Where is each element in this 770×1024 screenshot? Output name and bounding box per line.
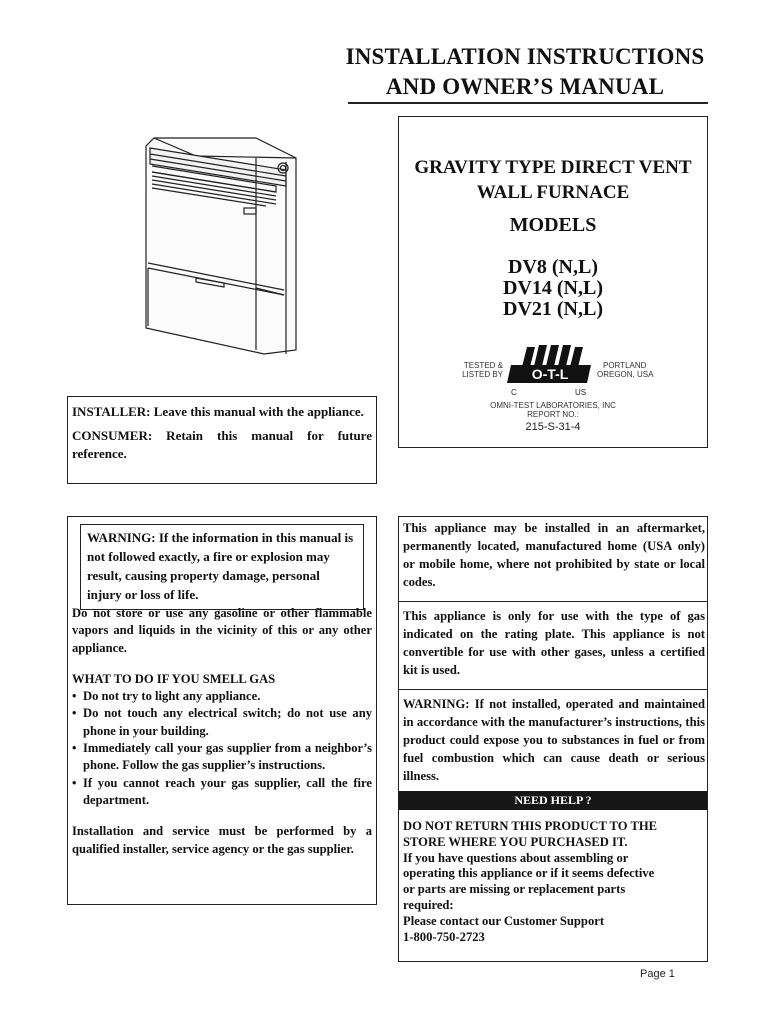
installer-notice-box bbox=[67, 396, 377, 484]
help-line: operating this appliance or if it seems defective bbox=[403, 866, 655, 881]
smell-gas-step: • If you cannot reach your gas supplier, call the fire department. bbox=[72, 775, 372, 810]
model-dv14: DV14 (N,L) bbox=[503, 277, 603, 299]
title-line-2: AND OWNER’S MANUAL bbox=[385, 74, 665, 99]
smell-gas-heading: WHAT TO DO IF YOU SMELL GAS bbox=[72, 671, 276, 686]
help-line: required: bbox=[403, 897, 454, 912]
page-number: Page 1 bbox=[640, 968, 675, 980]
help-line: If you have questions about assembling or bbox=[403, 850, 629, 865]
consumer-notice: CONSUMER: Retain this manual for future reference. bbox=[72, 428, 372, 461]
manufactured-home-note: This appliance may be installed in an aftermarket, permanently located, manufactured home (USA only) or mobile home, where not prohibited by state or local codes. bbox=[403, 521, 705, 589]
report-label: REPORT NO.: bbox=[527, 410, 579, 419]
model-dv8: DV8 (N,L) bbox=[508, 256, 598, 278]
gas-type-note: This appliance is only for use with the type of gas indicated on the rating plate. This appliance is not convertible for use with other gases, unless a certified kit is used. bbox=[403, 609, 705, 677]
fire-explosion-warning: WARNING: If the information in this manual is not followed exactly, a fire or explosion may result, causing property damage, personal injury or loss of life. bbox=[80, 524, 364, 610]
otl-logo-text: O-T-L bbox=[531, 366, 569, 382]
note-divider bbox=[399, 601, 707, 602]
gas-type-section bbox=[403, 607, 705, 679]
installer-notice: INSTALLER: Leave this manual with the appliance. bbox=[72, 404, 364, 419]
do-not-return-line-1: DO NOT RETURN THIS PRODUCT TO THE bbox=[403, 819, 658, 833]
appliance-notes bbox=[403, 517, 705, 591]
product-type-line-2: WALL FURNACE bbox=[476, 182, 630, 203]
title-divider bbox=[348, 102, 708, 104]
note-divider bbox=[399, 689, 707, 690]
location-state: OREGON, USA bbox=[597, 370, 654, 379]
product-info-box bbox=[398, 116, 708, 448]
models-label: MODELS bbox=[509, 214, 597, 236]
help-line: Please contact our Customer Support bbox=[403, 913, 605, 928]
smell-gas-steps bbox=[72, 688, 372, 809]
safety-body bbox=[72, 605, 372, 858]
product-type bbox=[399, 155, 707, 205]
exposure-warning: WARNING: If not installed, operated and maintained in accordance with the manufacturer’s instructions, this product could expose you to substances in fuel or from fuel combustion which can cause death or serious illness. bbox=[403, 697, 705, 783]
customer-support-info bbox=[403, 819, 703, 945]
otl-us-mark: US bbox=[575, 388, 587, 397]
smell-gas-step: • Do not try to light any appliance. bbox=[72, 688, 372, 705]
product-type-line-1: GRAVITY TYPE DIRECT VENT bbox=[414, 157, 692, 178]
report-number: 215-S-31-4 bbox=[525, 421, 581, 433]
help-line: or parts are missing or replacement parts bbox=[403, 882, 626, 897]
smell-gas-step: • Immediately call your gas supplier from a neighbor’s phone. Follow the gas supplier’s instructions. bbox=[72, 740, 372, 775]
safety-warning-box bbox=[67, 516, 377, 905]
lab-location bbox=[597, 361, 661, 379]
location-city: PORTLAND bbox=[603, 361, 647, 370]
installation-service-notice: Installation and service must be performed by a qualified installer, service agency or the gas supplier. bbox=[72, 824, 372, 856]
otl-certification bbox=[457, 343, 657, 399]
do-not-return-line-2: STORE WHERE YOU PURCHASED IT. bbox=[403, 834, 628, 849]
listed-by-text: LISTED BY bbox=[462, 370, 503, 379]
tested-listed-label bbox=[459, 361, 503, 379]
lab-report-label bbox=[399, 401, 707, 419]
wall-furnace-illustration bbox=[136, 128, 306, 358]
appliance-notes-box bbox=[398, 516, 708, 962]
manual-title bbox=[340, 42, 710, 102]
tested-text: TESTED & bbox=[463, 361, 503, 370]
need-help-bar: NEED HELP ? bbox=[399, 791, 707, 810]
lab-name: OMNI-TEST LABORATORIES, INC bbox=[490, 401, 616, 410]
otl-logo bbox=[505, 343, 597, 399]
exposure-warning-section bbox=[403, 695, 705, 785]
otl-c-mark: C bbox=[511, 388, 517, 397]
no-flammables-notice: Do not store or use any gasoline or other flammable vapors and liquids in the vicinity of this or any other appliance. bbox=[72, 606, 372, 655]
model-dv21: DV21 (N,L) bbox=[503, 298, 603, 320]
smell-gas-step: • Do not touch any electrical switch; do not use any phone in your building. bbox=[72, 705, 372, 740]
support-phone: 1-800-750-2723 bbox=[403, 929, 485, 944]
title-line-1: INSTALLATION INSTRUCTIONS bbox=[345, 44, 705, 69]
model-list bbox=[399, 257, 707, 320]
